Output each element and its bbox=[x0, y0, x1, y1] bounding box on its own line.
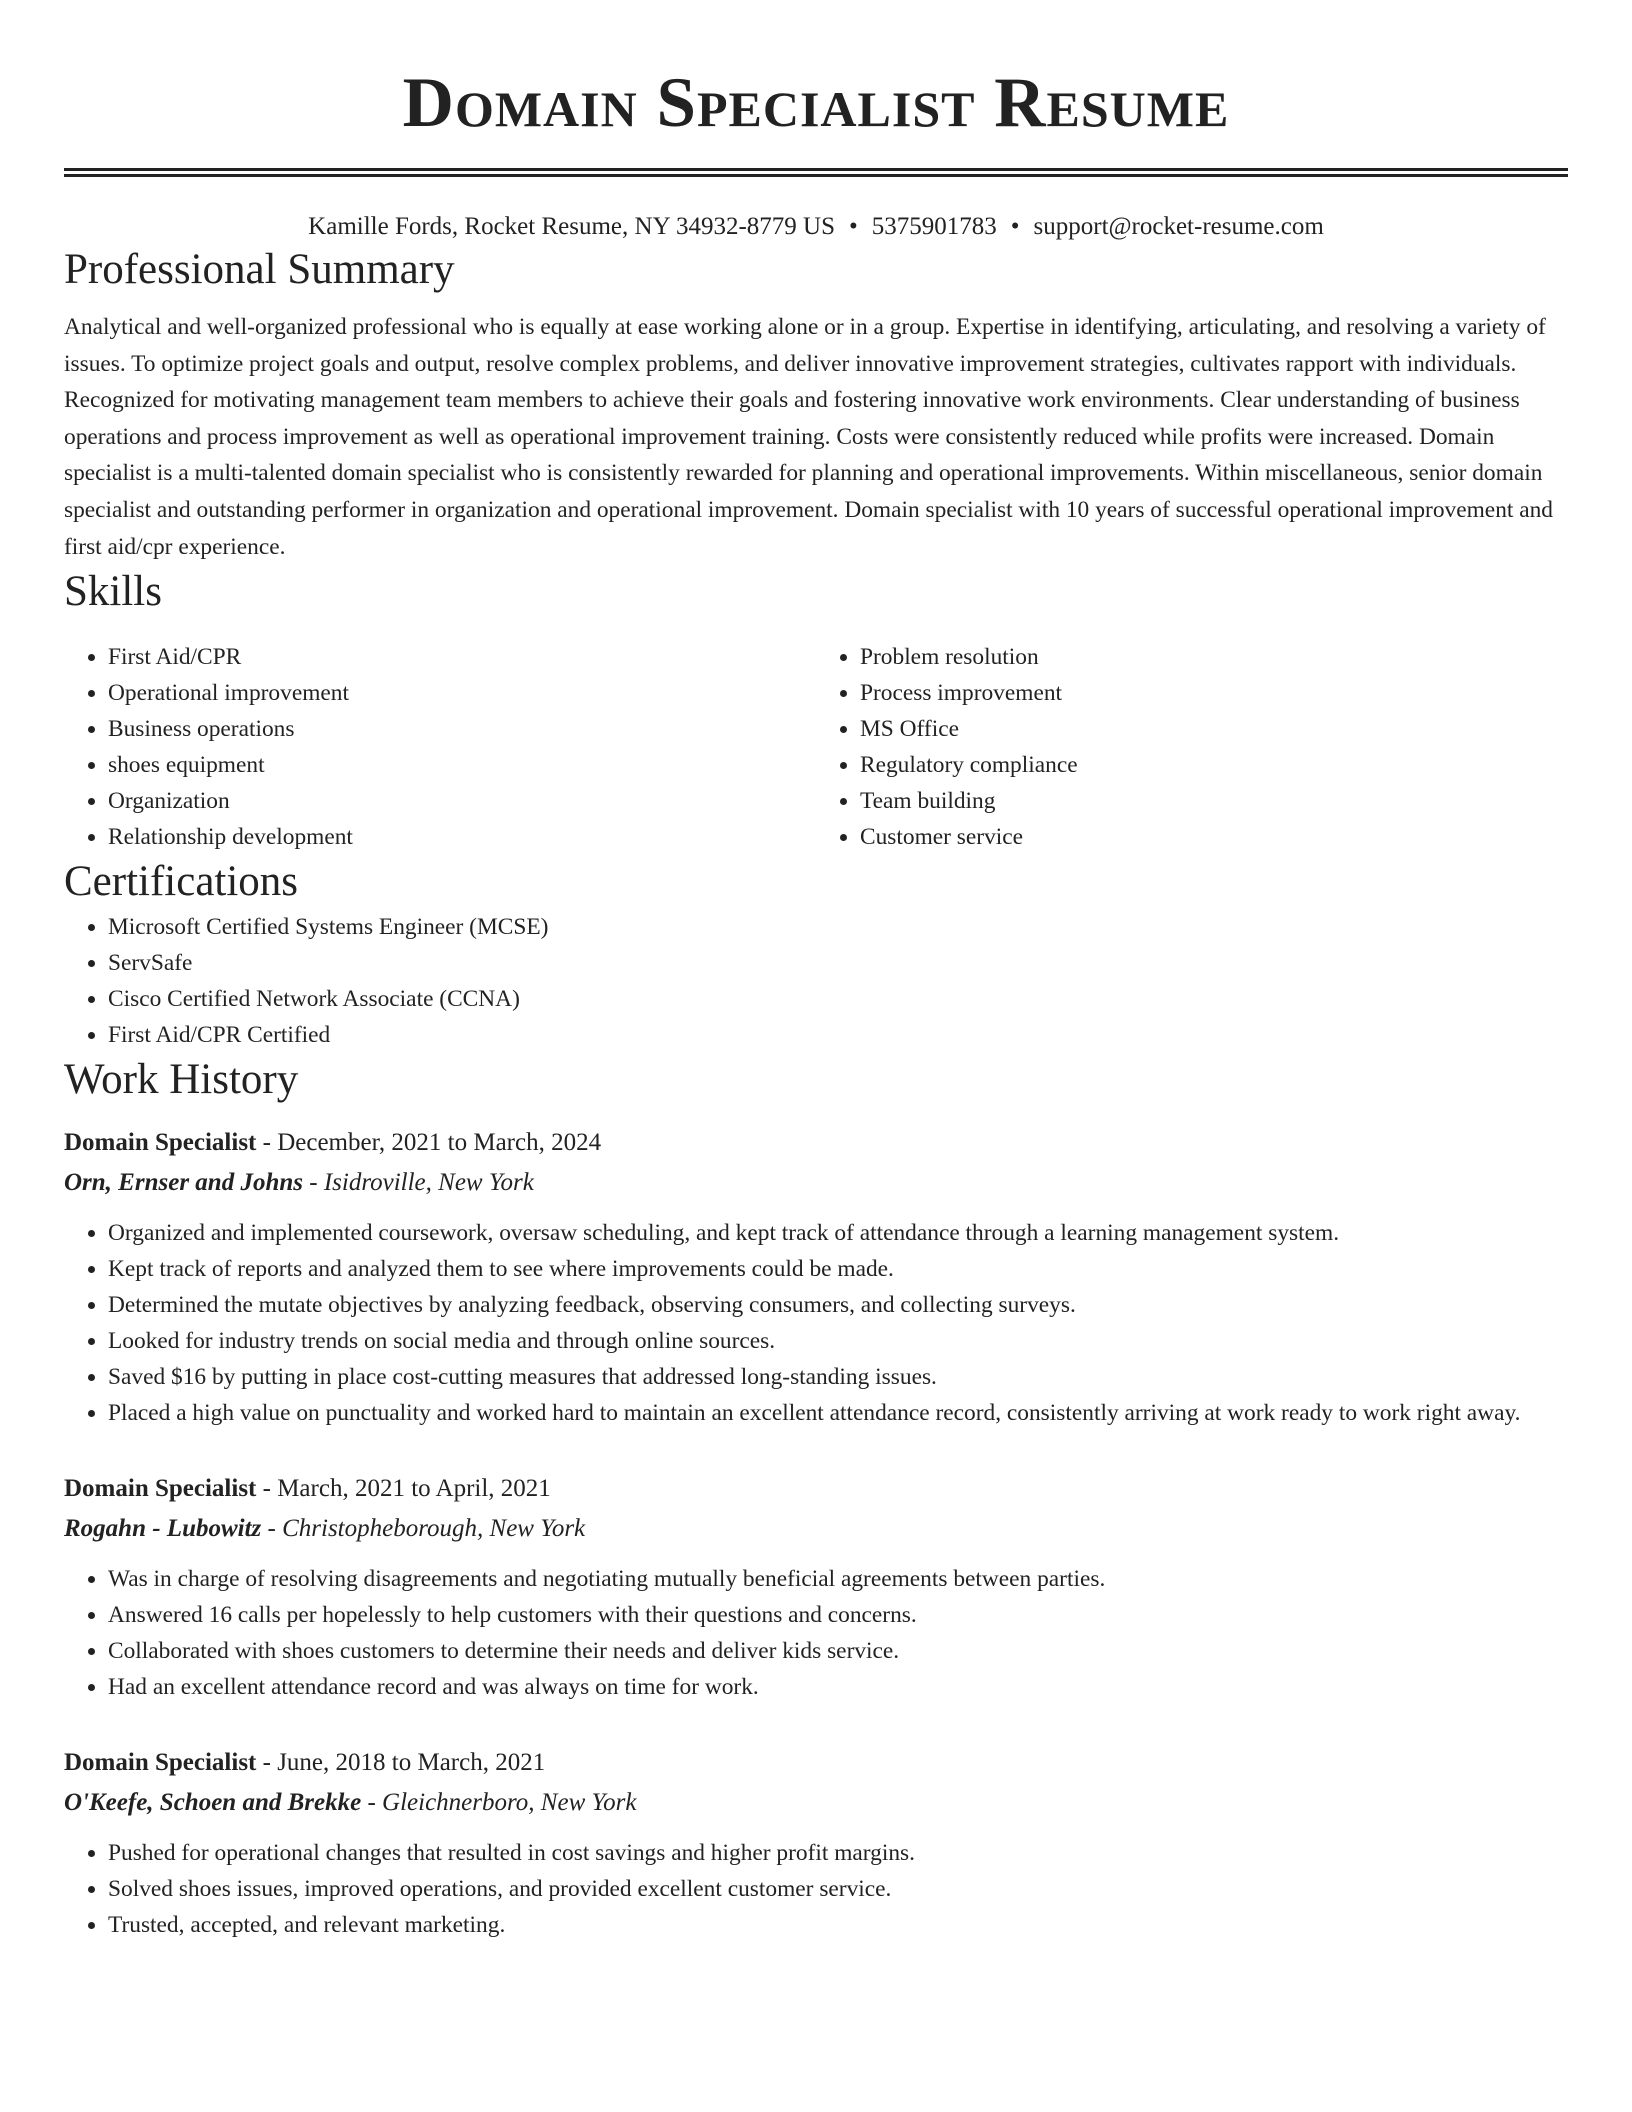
employer-line bbox=[64, 1783, 1568, 1823]
skills-list-right bbox=[816, 639, 1568, 855]
job-bullet: • Looked for industry trends on social media and through online sources. bbox=[108, 1323, 1568, 1359]
contact-separator: • bbox=[848, 213, 858, 240]
job-bullet: • Had an excellent attendance record and was always on time for work. bbox=[108, 1669, 1568, 1705]
job-bullet: • Determined the mutate objectives by analyzing feedback, observing consumers, and collecting surveys. bbox=[108, 1287, 1568, 1323]
job-title-line bbox=[64, 1469, 1568, 1509]
certification-item: • Microsoft Certified Systems Engineer (MCSE) bbox=[108, 909, 1568, 945]
skill-item: • Operational improvement bbox=[108, 675, 816, 711]
skill-item: • Business operations bbox=[108, 711, 816, 747]
job-bullets bbox=[64, 1215, 1568, 1431]
skills-heading: Skills bbox=[64, 568, 162, 616]
skill-item: • Team building bbox=[860, 783, 1568, 819]
job-bullets bbox=[64, 1561, 1568, 1705]
job-title-line bbox=[64, 1743, 1568, 1783]
job-bullet: • Collaborated with shoes customers to determine their needs and deliver kids service. bbox=[108, 1633, 1568, 1669]
job-dates: - June, 2018 to March, 2021 bbox=[256, 1749, 546, 1777]
employer-location: - Isidroville, New York bbox=[303, 1169, 534, 1197]
job-bullet: • Solved shoes issues, improved operations, and provided excellent customer service. bbox=[108, 1871, 1568, 1907]
certifications-list bbox=[64, 909, 1568, 1053]
contact-separator: • bbox=[1010, 213, 1020, 240]
summary-heading: Professional Summary bbox=[64, 246, 455, 293]
work-history-heading: Work History bbox=[64, 1056, 299, 1104]
contact-email: support@rocket-resume.com bbox=[1033, 213, 1324, 240]
certification-item: • Cisco Certified Network Associate (CCNA) bbox=[108, 981, 1568, 1017]
contact-address: Kamille Fords, Rocket Resume, NY 34932-8779 US bbox=[308, 213, 835, 240]
job-dates: - December, 2021 to March, 2024 bbox=[256, 1129, 602, 1157]
skill-item: • First Aid/CPR bbox=[108, 639, 816, 675]
skills-list-left bbox=[64, 639, 816, 855]
job-bullets bbox=[64, 1835, 1568, 1943]
job-bullet: • Trusted, accepted, and relevant marketing. bbox=[108, 1907, 1568, 1943]
job-dates: - March, 2021 to April, 2021 bbox=[256, 1475, 551, 1503]
skill-item: • Regulatory compliance bbox=[860, 747, 1568, 783]
skill-item: • Customer service bbox=[860, 819, 1568, 855]
employer-line bbox=[64, 1163, 1568, 1203]
job-bullet: • Placed a high value on punctuality and worked hard to maintain an excellent attendance record, consistently arriving at work ready to work right away. bbox=[108, 1395, 1568, 1431]
job-bullet: • Answered 16 calls per hopelessly to help customers with their questions and concerns. bbox=[108, 1597, 1568, 1633]
resume-title: Domain Specialist Resume bbox=[402, 64, 1230, 142]
skills-columns bbox=[64, 639, 1568, 855]
job-bullet: • Was in charge of resolving disagreements and negotiating mutually beneficial agreements between parties. bbox=[108, 1561, 1568, 1597]
employer-location: - Gleichnerboro, New York bbox=[361, 1789, 637, 1817]
contact-phone: 5375901783 bbox=[871, 213, 997, 240]
summary-text: Analytical and well-organized professional who is equally at ease working alone or in a group. Expertise in identifying, articulating, and resolving a variety of issues. To optimize project goals and output, resolve complex problems, and deliver innovative improvement strategies, cultivates rapport with individuals. Recognized for motivating management team members to achieve their goals and fostering innovative work environments. Clear understanding of business operations and process improvement as well as operational improvement training. Costs were consistently reduced while profits were increased. Domain specialist is a multi-talented domain specialist who is consistently rewarded for planning and operational improvements. Within miscellaneous, senior domain specialist and outstanding performer in organization and operational improvement. Domain specialist with 10 years of successful operational improvement and first aid/cpr experience. bbox=[64, 314, 1554, 560]
job-title: Domain Specialist bbox=[64, 1129, 257, 1157]
job-entry bbox=[64, 1743, 1568, 1943]
employer-name: Rogahn - Lubowitz bbox=[64, 1515, 262, 1543]
certification-item: • ServSafe bbox=[108, 945, 1568, 981]
skill-item: • MS Office bbox=[860, 711, 1568, 747]
job-entry bbox=[64, 1123, 1568, 1431]
contact-line bbox=[64, 211, 1568, 243]
title-divider bbox=[64, 168, 1568, 177]
employer-name: O'Keefe, Schoen and Brekke bbox=[64, 1789, 362, 1817]
employer-line bbox=[64, 1509, 1568, 1549]
skill-item: • Organization bbox=[108, 783, 816, 819]
job-bullet: • Saved $16 by putting in place cost-cutting measures that addressed long-standing issues. bbox=[108, 1359, 1568, 1395]
skill-item: • Problem resolution bbox=[860, 639, 1568, 675]
certification-item: • First Aid/CPR Certified bbox=[108, 1017, 1568, 1053]
skill-item: • Relationship development bbox=[108, 819, 816, 855]
job-title: Domain Specialist bbox=[64, 1749, 257, 1777]
job-entry bbox=[64, 1469, 1568, 1705]
employer-name: Orn, Ernser and Johns bbox=[64, 1169, 303, 1197]
employer-location: - Christopheborough, New York bbox=[261, 1515, 586, 1543]
skill-item: • Process improvement bbox=[860, 675, 1568, 711]
job-bullet: • Organized and implemented coursework, oversaw scheduling, and kept track of attendance through a learning management system. bbox=[108, 1215, 1568, 1251]
job-title: Domain Specialist bbox=[64, 1475, 257, 1503]
job-title-line bbox=[64, 1123, 1568, 1163]
job-bullet: • Pushed for operational changes that resulted in cost savings and higher profit margins. bbox=[108, 1835, 1568, 1871]
certifications-heading: Certifications bbox=[64, 858, 299, 906]
job-bullet: • Kept track of reports and analyzed them to see where improvements could be made. bbox=[108, 1251, 1568, 1287]
skill-item: • shoes equipment bbox=[108, 747, 816, 783]
